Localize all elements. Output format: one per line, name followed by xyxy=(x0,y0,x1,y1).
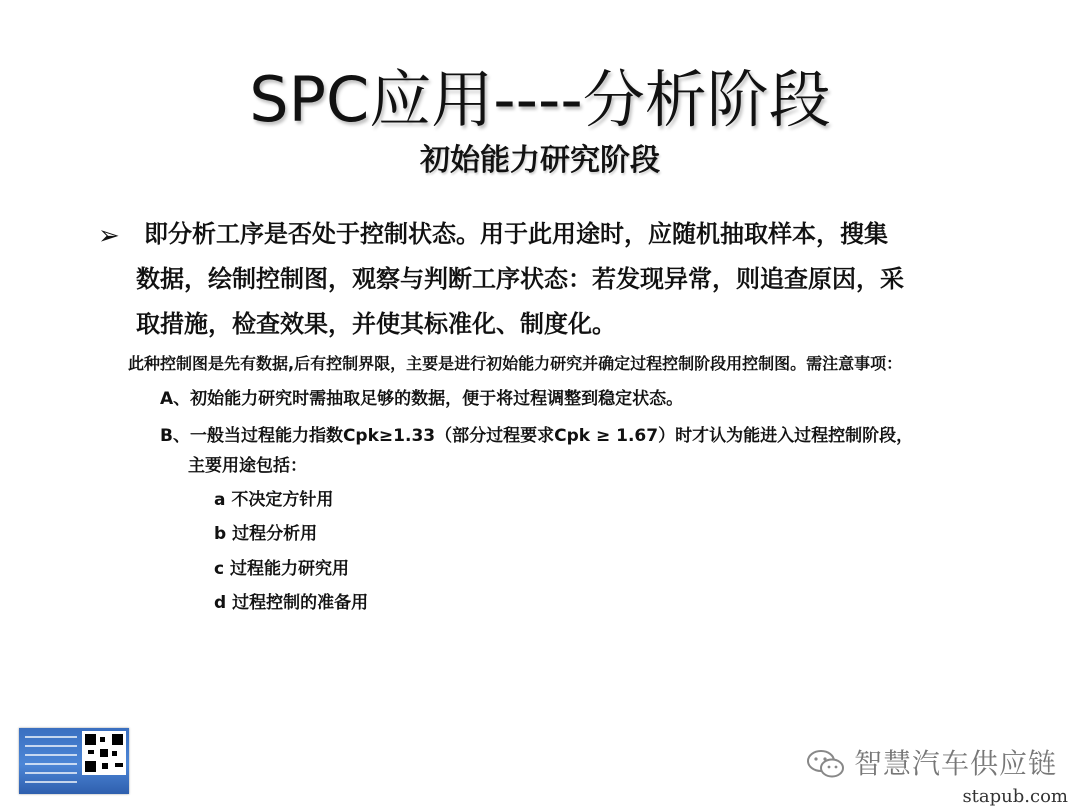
note-text: 此种控制图是先有数据,后有控制界限，主要是进行初始能力研究并确定过程控制阶段用控制图。需注意事项： xyxy=(128,354,903,373)
wechat-watermark xyxy=(806,744,1057,784)
use-item-a: a 不决定方针用 xyxy=(214,490,334,510)
slide-title: SPC应用----分析阶段 xyxy=(249,63,831,136)
bullet-line-3: 取措施，检查效果，并使其标准化、制度化。 xyxy=(136,310,616,338)
wechat-icon xyxy=(806,748,846,780)
site-url: stapub.com xyxy=(962,786,1068,807)
watermark-text: 智慧汽车供应链 xyxy=(854,747,1058,780)
qr-code-card xyxy=(19,728,129,794)
arrow-bullet-icon: ➢ xyxy=(98,221,120,251)
item-b: B、一般当过程能力指数Cpk≥1.33（部分过程要求Cpk ≥ 1.67）时才认为能进入过程控制阶段， xyxy=(160,426,914,446)
bullet-line-1: 即分析工序是否处于控制状态。用于此用途时，应随机抽取样本，搜集 xyxy=(144,220,888,248)
use-item-b: b 过程分析用 xyxy=(214,524,318,544)
card-text-lines xyxy=(25,736,77,790)
item-a: A、初始能力研究时需抽取足够的数据，便于将过程调整到稳定状态。 xyxy=(160,389,684,409)
bullet-line-2: 数据，绘制控制图，观察与判断工序状态：若发现异常，则追查原因，采 xyxy=(136,265,904,293)
qr-code-icon xyxy=(82,731,126,775)
use-item-c: c 过程能力研究用 xyxy=(214,559,349,579)
use-item-d: d 过程控制的准备用 xyxy=(214,593,369,613)
slide-subtitle: 初始能力研究阶段 xyxy=(420,143,660,178)
item-b-continued: 主要用途包括： xyxy=(188,456,307,476)
